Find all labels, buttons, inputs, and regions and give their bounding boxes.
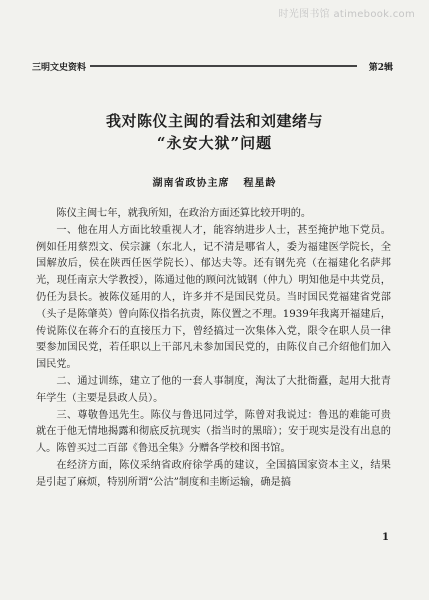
paragraph: 一、他在用人方面比较重视人才，能容纳进步人士，甚至掩护地下党员。例如任用蔡烈文、侯宗濂（东北人，记不清是哪省人，委为福建医学院长，全国解放后，侯在陕西任医学院长）、郁达夫等。还有钢先亮（在福建化名萨邦光，现任南京大学教授），陈通过他的顾问沈钺钢（仲九）明知他是中共党员，仍任为县长。被陈仪延用的人，许多并不是国民党员。当时国民党福建省党部（头子是陈肇英）曾向陈仪指名抗责，陈仪置之不理。1939年我离开福建后，传说陈仪在蒋介石的直接压力下，曾经搞过一次集体入党，限令在职人员一律要参加国民党，若任职以上干部凡未参加国民党的，由陈仪自己介绍他们加入国民党。 <box>36 224 391 371</box>
paragraph: 陈仪主闽七年，就我所知，在政治方面还算比较开明的。 <box>56 208 312 219</box>
article-body <box>36 206 391 492</box>
author-name: 程星龄 <box>243 178 277 189</box>
running-header-volume: 第2辑 <box>368 63 393 73</box>
paragraph: 三、尊敬鲁迅先生。陈仪与鲁迅同过学，陈曾对我说过：鲁迅的难能可贵就在于他无情地揭露和彻底反抗现实（指当时的黑暗）；安于现实是没有出息的人。陈曾买过二百部《鲁迅全集》分赠各学校和图书馆。 <box>36 409 391 455</box>
byline <box>0 174 429 189</box>
watermark: 时光图书馆 atimebook.com <box>278 9 415 20</box>
header-rule <box>90 65 357 67</box>
author-affiliation: 湖南省政协主席 <box>152 178 230 189</box>
article-title-line-2: “永安大狱”问题 <box>156 134 273 152</box>
article-title-line-1: 我对陈仪主闽的看法和刘建绪与 <box>105 112 323 130</box>
running-header-series: 三明文史资料 <box>32 63 87 73</box>
page-number: 1 <box>382 532 389 543</box>
paragraph: 二、通过训练，建立了他的一套人事制度，淘汰了大批衙蠹，起用大批青年学生（主要是县政人员）。 <box>36 375 391 404</box>
paragraph: 在经济方面，陈仪采纳省政府徐学禹的建议，全国搞国家资本主义，结果是引起了麻烦，特别所谓“公沽”制度和圭断运输，确是搞 <box>36 459 391 488</box>
